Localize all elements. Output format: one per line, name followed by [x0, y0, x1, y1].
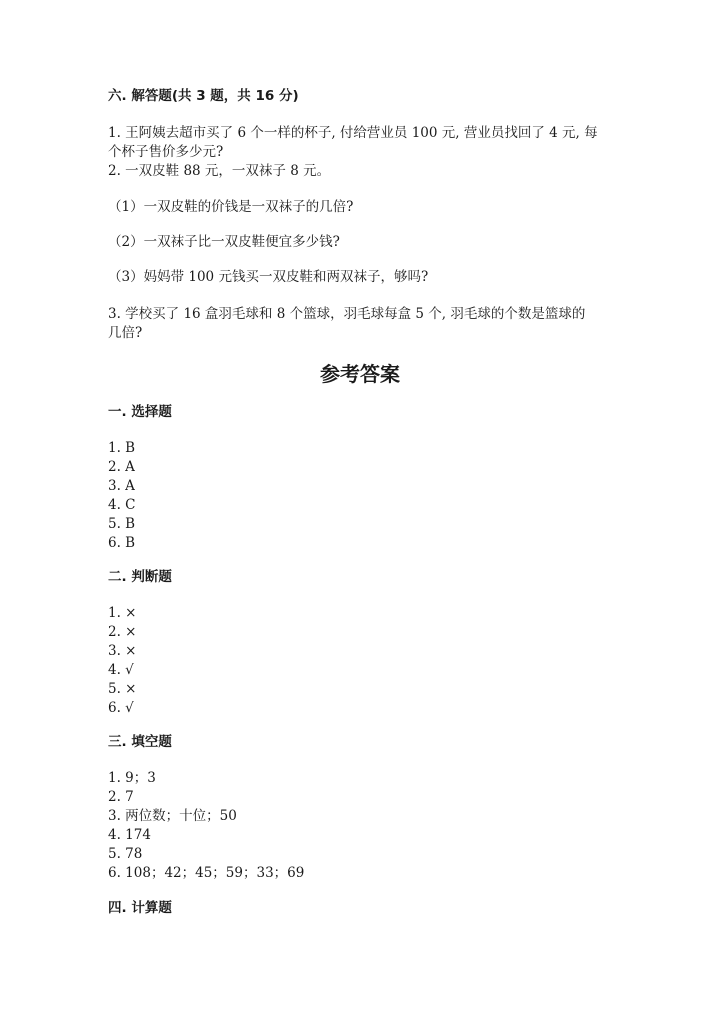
list-item: 6. √ [108, 700, 134, 716]
fill-heading: 三. 填空题 [108, 734, 172, 750]
question-3-line-2: 几倍? [108, 325, 143, 341]
question-2-stem: 2. 一双皮鞋 88 元，一双袜子 8 元。 [108, 163, 331, 179]
question-2-sub-2: （2）一双袜子比一双皮鞋便宜多少钱? [108, 234, 340, 250]
question-2-sub-1: （1）一双皮鞋的价钱是一双袜子的几倍? [108, 199, 354, 215]
list-item: 2. A [108, 459, 135, 475]
question-3-line-1: 3. 学校买了 16 盒羽毛球和 8 个篮球，羽毛球每盒 5 个, 羽毛球的个数是篮球的 [108, 306, 586, 322]
list-item: 5. 78 [108, 846, 143, 862]
choice-answer-list [108, 439, 136, 553]
list-item: 6. B [108, 535, 136, 551]
choice-heading: 一. 选择题 [108, 404, 172, 420]
list-item: 3. × [108, 643, 137, 659]
list-item: 4. √ [108, 662, 134, 678]
list-item: 4. 174 [108, 827, 151, 843]
list-item: 3. 两位数；十位；50 [108, 808, 237, 824]
calc-heading: 四. 计算题 [108, 900, 172, 916]
list-item: 1. × [108, 605, 137, 621]
question-1-line-1: 1. 王阿姨去超市买了 6 个一样的杯子, 付给营业员 100 元, 营业员找回了 4 元, 每 [108, 125, 598, 141]
question-1-line-2: 个杯子售价多少元? [108, 144, 224, 160]
list-item: 1. 9；3 [108, 770, 156, 786]
list-item: 5. × [108, 681, 137, 697]
list-item: 5. B [108, 516, 136, 532]
list-item: 4. C [108, 497, 136, 513]
fill-answer-list [108, 769, 304, 883]
list-item: 3. A [108, 478, 135, 494]
list-item: 1. B [108, 440, 136, 456]
list-item: 2. × [108, 624, 137, 640]
judge-heading: 二. 判断题 [108, 569, 172, 585]
section-six-heading: 六. 解答题(共 3 题，共 16 分) [108, 88, 299, 104]
answers-title: 参考答案 [320, 362, 400, 386]
judge-answer-list [108, 604, 136, 718]
question-2-sub-3: （3）妈妈带 100 元钱买一双皮鞋和两双袜子，够吗? [108, 269, 429, 285]
list-item: 6. 108；42；45；59；33；69 [108, 865, 305, 881]
list-item: 2. 7 [108, 789, 134, 805]
